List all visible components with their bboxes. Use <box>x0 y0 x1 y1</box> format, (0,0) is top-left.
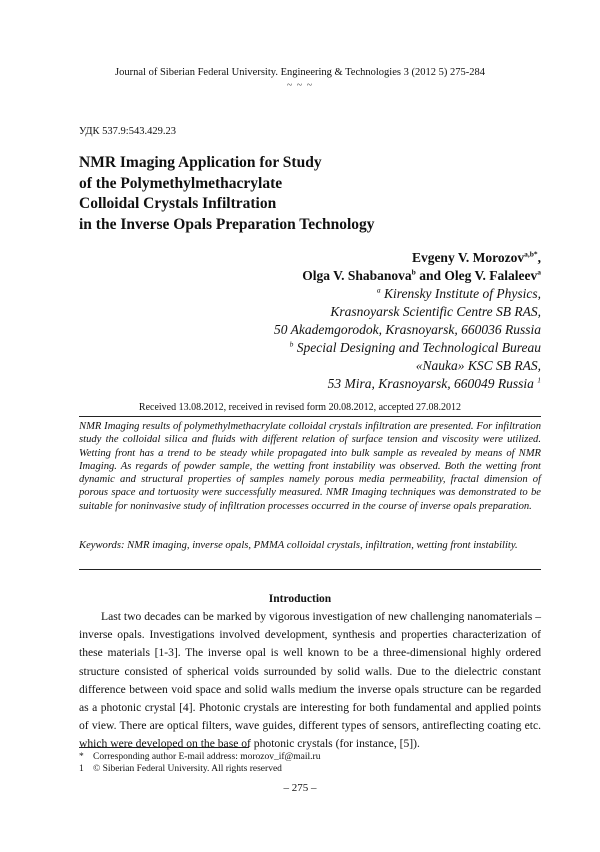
abstract-top-rule <box>79 416 541 417</box>
footnote <box>79 751 541 763</box>
affiliation-line <box>81 321 541 339</box>
title-line: Colloidal Crystals Infiltration <box>79 195 277 212</box>
title-line: NMR Imaging Application for Study <box>79 154 322 171</box>
affiliation-text: «Nauka» KSC SB RAS, <box>415 358 541 373</box>
affiliation-text: 50 Akademgorodok, Krasnoyarsk, 660036 Russia <box>274 322 541 337</box>
author-name: Olga V. Shabanova <box>302 268 412 283</box>
affiliation-line <box>81 357 541 375</box>
footnote-text: Corresponding author E-mail address: morozov_if@mail.ru <box>93 752 321 762</box>
author-conjunction: and <box>415 268 445 283</box>
paper-title <box>79 153 539 235</box>
affiliation-line <box>81 303 541 321</box>
author-superscript: a <box>537 267 541 277</box>
affiliation-text: Special Designing and Technological Bureau <box>293 340 541 355</box>
affiliation-mark: 1 <box>537 375 541 385</box>
author-line <box>81 249 541 267</box>
author-line <box>81 267 541 285</box>
title-line: of the Polymethylmethacrylate <box>79 174 283 192</box>
affiliation-text: 53 Mira, Krasnoyarsk, 660049 Russia <box>327 376 538 391</box>
footnotes <box>79 751 541 775</box>
affiliation-mark: b <box>289 339 294 349</box>
author-superscript: b <box>411 267 416 277</box>
affiliation-mark: a <box>376 285 381 295</box>
abstract: NMR Imaging results of polymethylmethacrylate colloidal crystals infiltration are presented. For infiltration study the colloidal silica and fluids with different relation of surface tension and viscosity were utilized. Wetting front has a trend to be steady while propagated into bulk sample as revealed by means of NMR Imaging. As regards of powder sample, the wetting front instability was observed. Both the wetting front dynamic and structural properties of samples namely porous media permeability, fractal dimension of porous space and tortuosity were successfully measured. NMR Imaging techniques was demonstrated to be suitable for noninvasive study of infiltration processes occurred in the course of inverse opals preparation. <box>79 421 541 512</box>
abstract-bottom-rule <box>79 569 541 570</box>
footnote-text: © Siberian Federal University. All rights reserved <box>93 764 282 774</box>
affiliation-line <box>81 339 541 357</box>
journal-header: Journal of Siberian Federal University. Engineering & Technologies 3 (2012 5) 275-284 <box>115 67 485 78</box>
received-dates: Received 13.08.2012, received in revised form 20.08.2012, accepted 27.08.2012 <box>138 402 462 413</box>
introduction-paragraph: Last two decades can be marked by vigorous investigation of new challenging nanomaterials – inverse opals. Investigations involved development, synthesis and properties characterization of these materials [1-3]. The inverse opal is well known to be a three-dimensional highly ordered structure consisted of spherical voids surrounded by solid walls. Due to the dielectric constant difference between void space and solid walls medium the inverse opals structure can be regarded as a photonic crystal [4]. Photonic crystals are interesting for both fundamental and applied points of view. There are optical filters, wave guides, different types of sensors, antireflecting coating etc. which were developed on the base of photonic crystals (for instance, [5]). <box>79 610 541 751</box>
page-number: – 275 – <box>283 782 317 794</box>
footnote <box>79 763 541 775</box>
footnote-mark: 1 <box>79 764 84 774</box>
author-name: Oleg V. Falaleev <box>444 268 538 283</box>
section-heading-introduction: Introduction <box>268 593 332 605</box>
title-line: in the Inverse Opals Preparation Technology <box>79 215 375 233</box>
affiliation-text: Kirensky Institute of Physics, <box>380 286 541 301</box>
author-superscript: a,b* <box>524 249 538 259</box>
footnote-rule <box>79 747 249 748</box>
author-separator: , <box>537 250 541 265</box>
udc-code: УДК 537.9:543.429.23 <box>79 126 176 137</box>
keywords: Keywords: NMR imaging, inverse opals, PMMA colloidal crystals, infiltration, wetting front instability. <box>79 540 518 551</box>
author-name: Evgeny V. Morozov <box>411 250 525 265</box>
authors-block <box>81 249 541 393</box>
affiliation-text: Krasnoyarsk Scientific Centre SB RAS, <box>330 304 541 319</box>
affiliation-line <box>81 375 541 393</box>
footnote-mark: * <box>79 752 84 762</box>
affiliation-line <box>81 285 541 303</box>
header-separator: ~ ~ ~ <box>286 80 314 91</box>
